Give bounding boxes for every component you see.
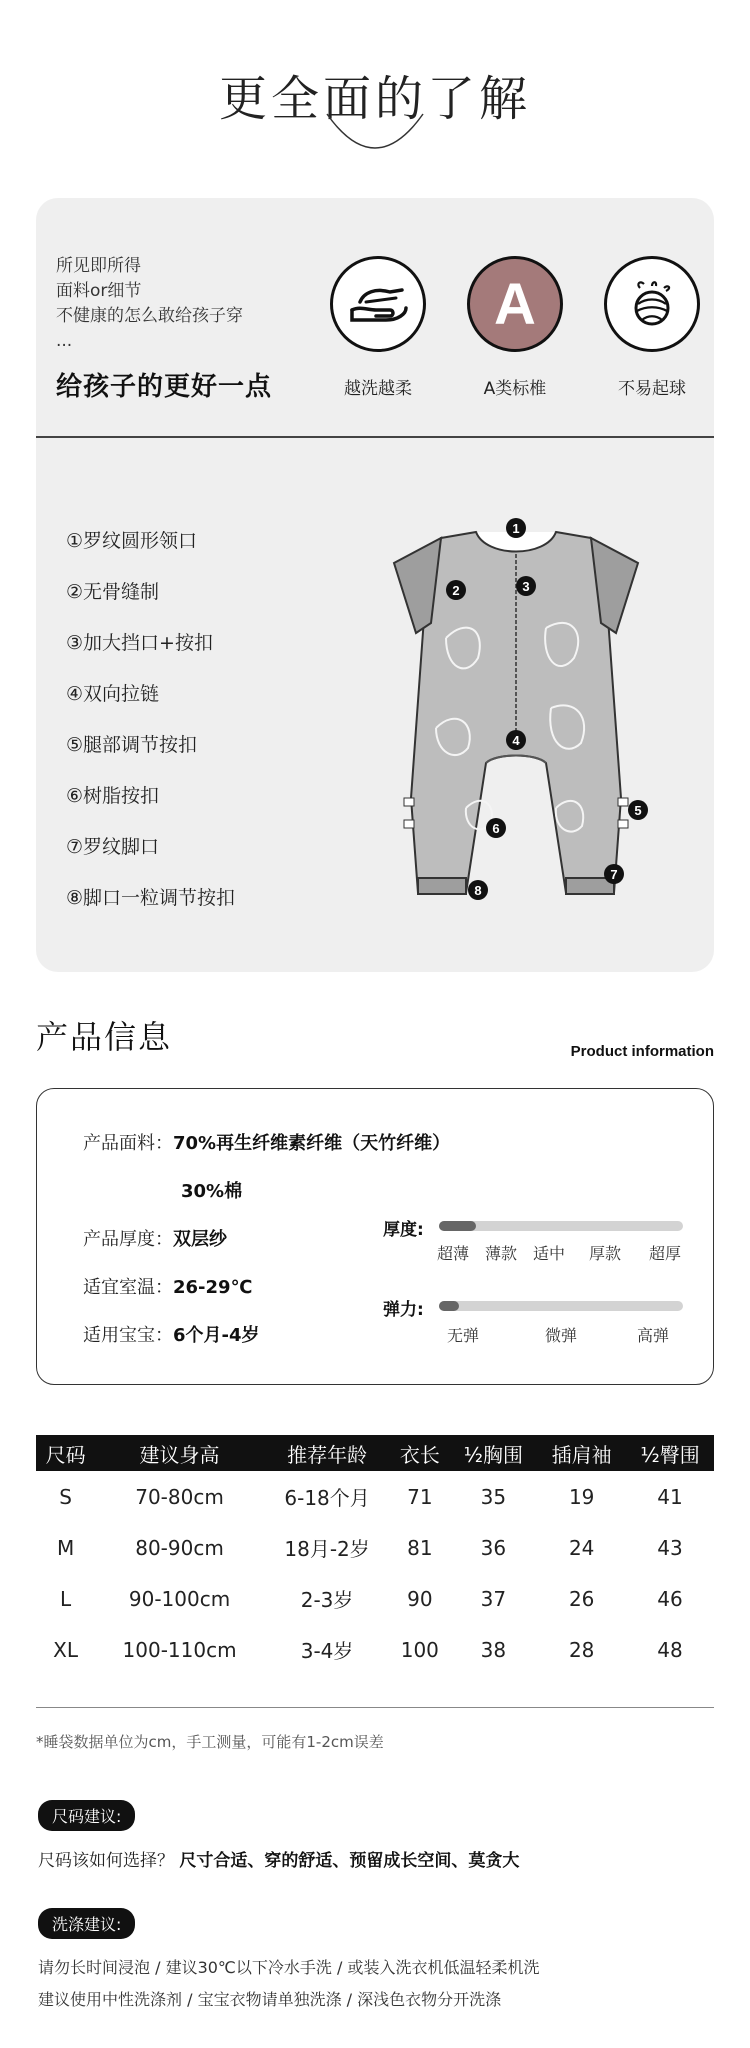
header-cell: 插肩袖 — [537, 1435, 626, 1471]
fabric-value: 70%再生纤维素纤维（天竹纤维） — [173, 1133, 451, 1154]
table-cell: 100 — [400, 1637, 439, 1662]
grade-a-letter: A — [494, 271, 536, 337]
callout-7: 7 — [610, 867, 618, 882]
fabric-row — [83, 1129, 450, 1155]
thickness-meter-track — [439, 1221, 683, 1231]
callout-5: 5 — [634, 803, 642, 818]
table-cell: 38 — [480, 1637, 507, 1662]
table-cell: 2-3岁 — [300, 1588, 354, 1612]
table-divider — [36, 1707, 714, 1708]
thickness-label: 产品厚度： — [83, 1229, 173, 1250]
intro-text — [56, 254, 243, 354]
decorative-arc — [325, 112, 425, 162]
table-cell: 3-4岁 — [300, 1639, 354, 1663]
wash-advice-tag: 洗涤建议: — [38, 1908, 135, 1939]
elasticity-tick: 无弹 — [447, 1326, 480, 1345]
grade-a-icon — [467, 256, 563, 352]
fabric-value-2: 30%棉 — [181, 1181, 243, 1202]
callout-4: 4 — [512, 733, 520, 748]
table-cell: 100-110cm — [122, 1637, 237, 1662]
callout-6: 6 — [492, 821, 500, 836]
thickness-row — [83, 1225, 227, 1251]
table-cell: 90 — [407, 1586, 433, 1611]
elasticity-meter-label: 弹力: — [383, 1300, 424, 1320]
feature-grade-a — [463, 256, 567, 399]
part-item: ⑧脚口一粒调节按扣 — [66, 887, 236, 909]
table-cell: 24 — [568, 1535, 595, 1560]
measurement-note: *睡袋数据单位为cm，手工测量，可能有1-2cm误差 — [36, 1733, 384, 1751]
thickness-tick: 薄款 — [485, 1244, 518, 1263]
part-item: ①罗纹圆形领口 — [66, 530, 198, 552]
part-item: ②无骨缝制 — [66, 581, 160, 603]
table-row — [36, 1573, 714, 1624]
table-cell: 37 — [480, 1586, 507, 1611]
feature-anti-pilling — [600, 256, 704, 399]
intro-line: 所见即所得 — [56, 256, 141, 276]
elasticity-tick: 微弹 — [545, 1326, 578, 1345]
table-cell: 6-18个月 — [284, 1486, 370, 1510]
table-cell: 43 — [657, 1535, 683, 1560]
age-label: 适用宝宝： — [83, 1325, 173, 1346]
table-cell: XL — [53, 1637, 78, 1662]
table-cell: M — [56, 1535, 75, 1560]
feature-card — [36, 198, 714, 972]
thickness-tick: 超薄 — [437, 1244, 470, 1263]
table-cell: 28 — [568, 1637, 595, 1662]
fabric-label: 产品面料： — [83, 1133, 173, 1154]
temperature-label: 适宜室温： — [83, 1277, 173, 1298]
table-cell: 18月-2岁 — [284, 1537, 370, 1561]
elasticity-meter-fill — [439, 1301, 459, 1311]
table-cell: 46 — [657, 1586, 683, 1611]
fabric-row-2 — [181, 1177, 242, 1203]
elasticity-tick: 高弹 — [637, 1326, 670, 1345]
feature-label: 不易起球 — [618, 379, 686, 399]
table-cell: 48 — [657, 1637, 683, 1662]
size-advice-tag: 尺码建议: — [38, 1800, 135, 1831]
table-cell: 41 — [657, 1484, 683, 1509]
table-cell: 80-90cm — [135, 1535, 224, 1560]
card-headline: 给孩子的更好一点 — [56, 372, 273, 402]
thickness-tick: 适中 — [533, 1244, 566, 1263]
table-cell: 81 — [407, 1535, 433, 1560]
feature-label: A类标椎 — [483, 379, 547, 399]
yarn-ball-icon — [604, 256, 700, 352]
intro-line: 面料or细节 — [56, 281, 142, 301]
size-advice-answer: 尺寸合适、穿的舒适、预留成长空间、莫贪大 — [179, 1851, 520, 1871]
thickness-tick: 超厚 — [649, 1244, 682, 1263]
feature-soft-wash — [326, 256, 430, 399]
table-cell: L — [60, 1586, 72, 1611]
size-table-header — [36, 1435, 714, 1471]
callout-2: 2 — [452, 583, 460, 598]
age-row — [83, 1321, 260, 1347]
table-cell: 36 — [480, 1535, 507, 1560]
size-table — [36, 1435, 714, 1675]
wash-advice-line: 请勿长时间浸泡 / 建议30℃以下冷水手洗 / 或装入洗衣机低温轻柔机洗 — [38, 1958, 540, 1977]
header-cell: 建议身高 — [95, 1435, 264, 1471]
intro-line: 不健康的怎么敢给孩子穿 — [56, 306, 243, 326]
product-info-box — [36, 1088, 714, 1385]
product-info-subtitle: Product information — [570, 1043, 714, 1060]
header-cell: 推荐年龄 — [264, 1435, 390, 1471]
callout-1: 1 — [512, 521, 520, 536]
table-row — [36, 1471, 714, 1522]
size-advice-text — [38, 1846, 519, 1871]
thickness-tick: 厚款 — [589, 1244, 622, 1263]
table-cell: 90-100cm — [128, 1586, 231, 1611]
card-divider — [36, 436, 714, 438]
table-cell: 26 — [568, 1586, 595, 1611]
romper-illustration — [346, 498, 686, 918]
temperature-value: 26-29℃ — [173, 1277, 253, 1298]
age-value: 6个月-4岁 — [173, 1325, 260, 1346]
callout-3: 3 — [522, 579, 530, 594]
thickness-meter-label: 厚度: — [383, 1220, 424, 1240]
product-info-title: 产品信息 — [36, 1018, 173, 1056]
header-cell: ½臀围 — [626, 1435, 714, 1471]
header-cell: ½胸围 — [449, 1435, 537, 1471]
thickness-value: 双层纱 — [173, 1229, 227, 1250]
header-cell: 衣长 — [390, 1435, 449, 1471]
elasticity-meter-track — [439, 1301, 683, 1311]
table-cell: S — [59, 1484, 72, 1509]
callout-8: 8 — [474, 883, 482, 898]
table-cell: 35 — [480, 1484, 507, 1509]
table-row — [36, 1522, 714, 1573]
table-row — [36, 1624, 714, 1675]
header-cell: 尺码 — [36, 1435, 95, 1471]
table-cell: 19 — [568, 1484, 595, 1509]
size-advice-question: 尺码该如何选择？ — [38, 1851, 174, 1871]
table-cell: 70-80cm — [135, 1484, 224, 1509]
part-item: ③加大挡口+按扣 — [66, 632, 213, 654]
part-item: ⑦罗纹脚口 — [66, 836, 160, 858]
table-cell: 71 — [407, 1484, 433, 1509]
wash-advice-line: 建议使用中性洗涤剂 / 宝宝衣物请单独洗涤 / 深浅色衣物分开洗涤 — [38, 1990, 502, 2009]
parts-list — [66, 516, 235, 924]
feature-label: 越洗越柔 — [344, 379, 412, 399]
thickness-meter-fill — [439, 1221, 476, 1231]
part-item: ⑥树脂按扣 — [66, 785, 160, 807]
part-item: ④双向拉链 — [66, 683, 160, 705]
temperature-row — [83, 1273, 252, 1299]
hand-wash-icon — [330, 256, 426, 352]
intro-line: ... — [56, 331, 73, 351]
part-item: ⑤腿部调节按扣 — [66, 734, 198, 756]
page-title: 更全面的了解 — [218, 71, 531, 127]
